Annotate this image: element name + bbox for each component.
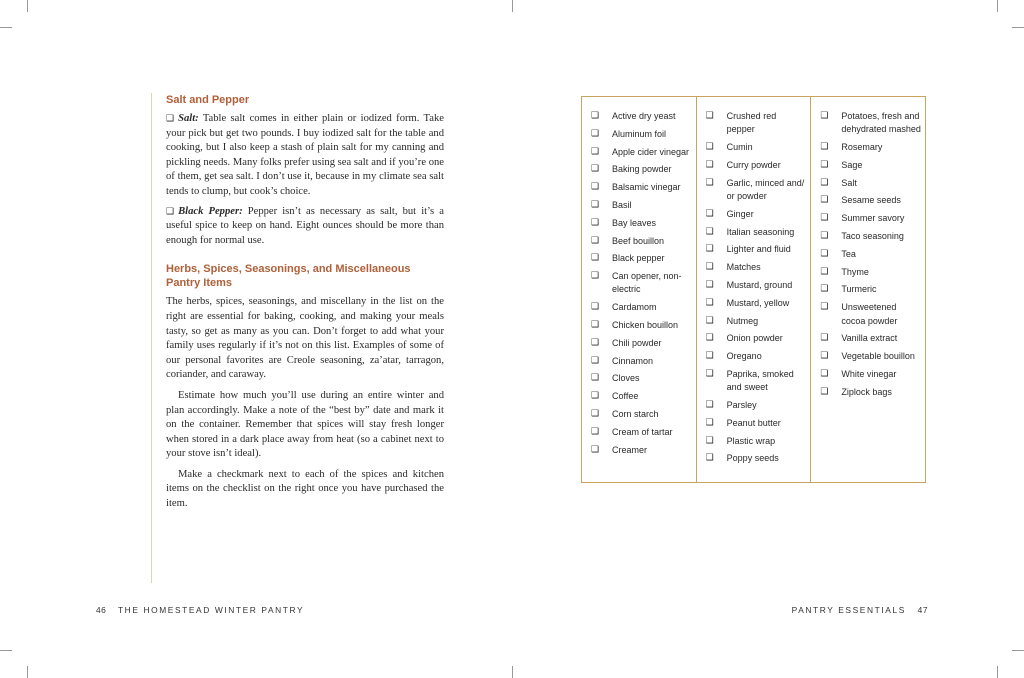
- checklist-item: [591, 217, 696, 230]
- crop-mark: [27, 0, 28, 12]
- checkbox-icon: ❑: [705, 208, 714, 219]
- checkbox-icon: ❑: [820, 266, 829, 277]
- term-black-pepper: Black Pepper:: [178, 205, 243, 217]
- checklist-item-label: Rosemary: [841, 142, 883, 153]
- checklist-item: [591, 146, 696, 159]
- checklist-item: [591, 390, 696, 403]
- checklist-item: [706, 110, 811, 137]
- checklist-item: [820, 212, 925, 225]
- checklist-item-label: Baking powder: [612, 164, 672, 175]
- checklist-item: [706, 332, 811, 345]
- checkbox-icon: ❑: [591, 320, 600, 331]
- checklist-item: [706, 417, 811, 430]
- checkbox-icon: ❑: [820, 351, 829, 362]
- salt-text: Table salt comes in either plain or iodized form. Take your pick but get two pounds. I buy iodized salt for the table and cooking, but I also keep a stash of plain salt for my canning and pickling needs. Many folks prefer using sea salt and if you’re one of them, get sea salt. I don’t use it, because in my climate sea salt tends to clump, but cook’s choice.: [166, 113, 444, 197]
- checkbox-icon: ❑: [591, 409, 600, 420]
- crop-mark: [0, 650, 12, 651]
- checkbox-icon: ❑: [591, 253, 600, 264]
- crop-mark: [1012, 27, 1024, 28]
- checkbox-icon: ❑: [820, 368, 829, 379]
- checkbox-icon: ❑: [705, 400, 714, 411]
- checklist-item-label: Peanut butter: [726, 417, 781, 428]
- checkmark-paragraph: Make a checkmark next to each of the spices and kitchen items on the checklist on the right once you have purchased the item.: [166, 468, 444, 510]
- herbs-paragraph: The herbs, spices, seasonings, and miscellany in the list on the right are essential for baking, cooking, and making your meals tasty, so get as many as you can. Don’t forget to add what your family uses regularly if it’s not on this list. Examples of some of our personal favorites are Creole seasoning, za’atar, tarragon, coriander, and caraway.: [166, 296, 444, 381]
- checkbox-icon: ❑: [820, 302, 829, 313]
- running-title-left: THE HOMESTEAD WINTER PANTRY: [117, 605, 305, 615]
- checklist-item-label: Paprika, smoked and sweet: [726, 368, 794, 393]
- checklist-item: [820, 159, 925, 172]
- checklist-item-label: Parsley: [726, 400, 757, 411]
- left-page-body: [166, 93, 444, 517]
- checkbox-icon: ❑: [705, 297, 714, 308]
- crop-mark: [27, 666, 28, 678]
- checklist-item-label: Creamer: [612, 444, 648, 455]
- checklist-item: [591, 426, 696, 439]
- checklist-item-label: Chili powder: [612, 337, 662, 348]
- checkbox-icon: ❑: [591, 182, 600, 193]
- checklist-item-label: Cinnamon: [612, 355, 654, 366]
- checklist-item-label: Coffee: [612, 391, 639, 402]
- checklist-item: [706, 141, 811, 154]
- checklist-item: [706, 435, 811, 448]
- checkbox-icon: ❑: [705, 351, 714, 362]
- checklist-item: [706, 208, 811, 221]
- checklist-item: [820, 141, 925, 154]
- crop-mark: [997, 666, 998, 678]
- checkbox-icon: ❑: [591, 337, 600, 348]
- pepper-text: Pepper isn’t as necessary as salt, but it’s a useful spice to keep on hand. Eight ounces should be more than enough for normal use.: [166, 205, 444, 246]
- checklist-item: [820, 332, 925, 345]
- checkbox-icon: ❑: [820, 159, 829, 170]
- checkbox-icon: ❑: [591, 444, 600, 455]
- section-heading-herbs-spices: Herbs, Spices, Seasonings, and Miscellaneous Pantry Items: [166, 263, 411, 290]
- checkbox-icon: ❑: [705, 177, 714, 188]
- footer-left: [96, 605, 304, 615]
- checklist-item-label: Thyme: [841, 266, 869, 277]
- checkbox-icon: ❑: [820, 177, 829, 188]
- checkbox-icon: ❑: [591, 235, 600, 246]
- checklist-item: [820, 368, 925, 381]
- checkbox-icon: ❑: [705, 417, 714, 428]
- checklist-item-label: Beef bouillon: [612, 235, 665, 246]
- checkbox-icon: ❑: [591, 426, 600, 437]
- checkbox-icon: ❑: [591, 271, 600, 282]
- checklist-item-label: Cumin: [726, 142, 753, 153]
- checklist-column: [582, 97, 696, 482]
- checklist-item: [591, 372, 696, 385]
- checklist-item: [706, 350, 811, 363]
- page-number-left: 46: [96, 605, 107, 615]
- checkbox-icon: ❑: [705, 315, 714, 326]
- checkbox-icon: ❑: [705, 142, 714, 153]
- checklist-item-label: White vinegar: [841, 368, 897, 379]
- checklist-item-label: Aluminum foil: [612, 128, 667, 139]
- checklist-item-label: Bay leaves: [612, 217, 657, 228]
- checklist-item: [706, 243, 811, 256]
- checklist-item: [591, 319, 696, 332]
- checkbox-icon: ❑: [705, 435, 714, 446]
- checklist-item-label: Basil: [612, 199, 632, 210]
- checklist-item-label: Chicken bouillon: [612, 320, 679, 331]
- section-heading-salt-pepper: Salt and Pepper: [166, 94, 250, 106]
- checkbox-icon: ❑: [705, 244, 714, 255]
- checkbox-icon: ❑: [705, 279, 714, 290]
- checkbox-icon: ❑: [820, 386, 829, 397]
- pantry-checklist: [581, 96, 926, 483]
- salt-paragraph: [166, 112, 444, 200]
- checklist-item-label: Vanilla extract: [841, 333, 898, 344]
- checklist-item: [820, 386, 925, 399]
- checklist-item-label: Cloves: [612, 373, 640, 384]
- checkbox-icon: ❑: [591, 199, 600, 210]
- checklist-item: [706, 452, 811, 465]
- checklist-item: [820, 194, 925, 207]
- checkbox-icon: ❑: [166, 114, 175, 124]
- checklist-item: [820, 110, 925, 137]
- checkbox-icon: ❑: [820, 248, 829, 259]
- checklist-item-label: Corn starch: [612, 409, 659, 420]
- checklist-item: [591, 301, 696, 314]
- crop-mark: [0, 27, 12, 28]
- checklist-item-label: Ziplock bags: [841, 386, 892, 397]
- crop-mark: [512, 0, 513, 12]
- running-title-right: PANTRY ESSENTIALS: [791, 605, 906, 615]
- crop-mark: [997, 0, 998, 12]
- checkbox-icon: ❑: [591, 355, 600, 366]
- checklist-column: [810, 97, 925, 482]
- checklist-item: [820, 266, 925, 279]
- checkbox-icon: ❑: [820, 284, 829, 295]
- checklist-item: [706, 261, 811, 274]
- checklist-item: [820, 230, 925, 243]
- checkbox-icon: ❑: [591, 373, 600, 384]
- checklist-item-label: Sesame seeds: [841, 195, 901, 206]
- checkbox-icon: ❑: [820, 195, 829, 206]
- checkbox-icon: ❑: [705, 333, 714, 344]
- checklist-item: [591, 128, 696, 141]
- checklist-item: [706, 279, 811, 292]
- checklist-item-label: Lighter and fluid: [726, 244, 791, 255]
- checklist-item-label: Curry powder: [726, 159, 781, 170]
- checklist-item-label: Ginger: [726, 208, 754, 219]
- checklist-item-label: Cardamom: [612, 302, 657, 313]
- checklist-item-label: Unsweetened cocoa powder: [841, 302, 898, 326]
- checklist-item: [820, 350, 925, 363]
- checklist-item: [820, 301, 925, 328]
- checklist-item-label: Mustard, yellow: [726, 297, 790, 308]
- checklist-item-label: Matches: [726, 262, 761, 273]
- checkbox-icon: ❑: [591, 164, 600, 175]
- checkbox-icon: ❑: [591, 146, 600, 157]
- checklist-item: [706, 297, 811, 310]
- pepper-paragraph: [166, 205, 444, 249]
- checkbox-icon: ❑: [705, 226, 714, 237]
- checklist-item-label: Summer savory: [841, 213, 905, 224]
- checkbox-icon: ❑: [591, 217, 600, 228]
- checklist-item: [591, 270, 696, 297]
- checklist-item: [706, 226, 811, 239]
- checklist-item-label: Sage: [841, 159, 863, 170]
- checklist-item: [706, 177, 811, 204]
- checklist-item: [591, 408, 696, 421]
- checkbox-icon: ❑: [705, 159, 714, 170]
- checklist-item-label: Can opener, non-electric: [612, 271, 682, 295]
- margin-rule: [151, 93, 152, 583]
- checklist-item-label: Tea: [841, 248, 856, 259]
- checklist-item-label: Black pepper: [612, 253, 665, 264]
- checklist-item-label: Onion powder: [726, 333, 783, 344]
- crop-mark: [1012, 650, 1024, 651]
- checklist-item: [591, 337, 696, 350]
- footer-right: [792, 605, 928, 615]
- checklist-item: [591, 181, 696, 194]
- crop-mark: [512, 666, 513, 678]
- checklist-item: [591, 199, 696, 212]
- checklist-item-label: Poppy seeds: [726, 453, 779, 464]
- checkbox-icon: ❑: [820, 333, 829, 344]
- checklist-item: [706, 368, 811, 395]
- checklist-item-label: Vegetable bouillon: [841, 351, 915, 362]
- checkbox-icon: ❑: [820, 213, 829, 224]
- checkbox-icon: ❑: [820, 111, 829, 121]
- checklist-item-label: Oregano: [726, 351, 762, 362]
- checklist-item: [820, 177, 925, 190]
- checkbox-icon: ❑: [705, 262, 714, 273]
- checklist-item: [591, 252, 696, 265]
- checklist-item-label: Mustard, ground: [726, 279, 793, 290]
- checklist-item: [591, 163, 696, 176]
- page-number-right: 47: [917, 605, 928, 615]
- checklist-column: [696, 97, 811, 482]
- checklist-item: [706, 399, 811, 412]
- checkbox-icon: ❑: [591, 128, 600, 139]
- checkbox-icon: ❑: [820, 231, 829, 242]
- checkbox-icon: ❑: [705, 453, 714, 464]
- checklist-item-label: Nutmeg: [726, 315, 759, 326]
- checklist-item: [591, 110, 696, 123]
- checklist-item: [820, 283, 925, 296]
- checklist-item-label: Apple cider vinegar: [612, 146, 690, 157]
- checklist-item-label: Potatoes, fresh and dehydrated mashed: [841, 111, 921, 135]
- estimate-paragraph: Estimate how much you’ll use during an entire winter and plan accordingly. Make a note of the “best by” date and mark it on the container. Remember that spices will stay fresh longer when stored in a dark place away from heat (so a cabinet next to your stove isn’t ideal).: [166, 389, 444, 460]
- checkbox-icon: ❑: [820, 142, 829, 153]
- checklist-item: [591, 355, 696, 368]
- checklist-item-label: Cream of tartar: [612, 426, 673, 437]
- checkbox-icon: ❑: [591, 302, 600, 313]
- checklist-item-label: Taco seasoning: [841, 231, 904, 242]
- checklist-item: [706, 315, 811, 328]
- checklist-item-label: Salt: [841, 177, 857, 188]
- checklist-item-label: Italian seasoning: [726, 226, 795, 237]
- checkbox-icon: ❑: [166, 206, 175, 217]
- checklist-item-label: Turmeric: [841, 284, 877, 295]
- checkbox-icon: ❑: [591, 111, 600, 121]
- checkbox-icon: ❑: [705, 368, 714, 379]
- checklist-item-label: Plastic wrap: [726, 435, 776, 446]
- checklist-item: [591, 444, 696, 457]
- checklist-item-label: Garlic, minced and/ or powder: [726, 177, 805, 201]
- checkbox-icon: ❑: [591, 391, 600, 402]
- checklist-item-label: Balsamic vinegar: [612, 182, 681, 193]
- checklist-item: [820, 248, 925, 261]
- checkbox-icon: ❑: [705, 111, 714, 121]
- checklist-item-label: Crushed red pepper: [726, 111, 777, 135]
- checklist-item: [706, 159, 811, 172]
- term-salt: Salt:: [178, 113, 199, 124]
- checklist-item: [591, 235, 696, 248]
- checklist-item-label: Active dry yeast: [612, 111, 676, 121]
